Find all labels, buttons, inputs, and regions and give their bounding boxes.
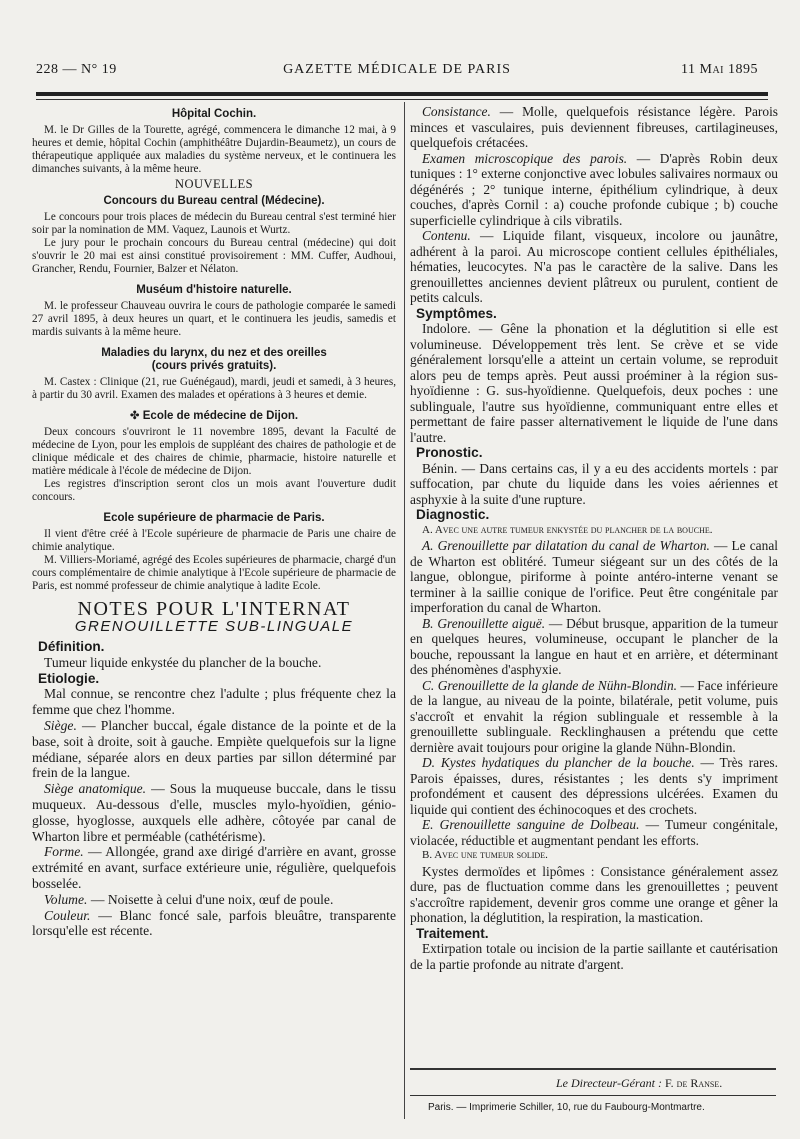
paragraph: Le concours pour trois places de médecin du Bureau central s'est terminé hier soir par la nomination de MM. Vaquez, Launois et Wurtz. [32,211,396,236]
paragraph-d: D. Kystes hydatiques du plancher de la bouche. — Très rares. Parois épaisses, dures, résistantes ; les dents s'y impriment profondément et causent des dépressions ulcérées. Examen du liquide qui contient des échinocoques et des crochets. [410,755,778,817]
subhead-symptomes: Symptômes. [416,305,497,321]
header-rule-thin [36,99,768,100]
paragraph-examen: Examen microscopique des parois. — D'après Robin deux tuniques : 1° externe conjonctive avec lobules salivaires normaux ou dégénérés ; 2° tunique interne, épithélium cylindrique, à deux couches, d'après Cornil : a) couche profonde cubique ; b) couche superficielle cylindrique à cils vibratils. [410,150,778,228]
paragraph: Kystes dermoïdes et lipômes : Consistance généralement assez dure, pas de fluctuation comme dans les grenouillettes ; peuvent s'accroître rapidement, devenir gros comme une orange et gêner la phonation, la déglutition, la respiration, la mastication. [410,863,778,925]
left-column [32,104,396,939]
subhead-traitement: Traitement. [416,925,489,941]
heading-pharmacie: Ecole supérieure de pharmacie de Paris. [103,512,325,524]
page-number: 228 — N° 19 [36,62,117,77]
fleuron-icon: ✤ [129,410,143,422]
paragraph: Deux concours s'ouvriront le 11 novembre 1895, devant la Faculté de médecine de Lyon, pour les emplois de suppléant des chaires de pathologie et de clinique médicale et des chaires de chimie, pharmacie, histoire naturelle et matière médicale à l'école de médecine de Dijon. [32,426,396,477]
footer-rule-bottom [410,1095,776,1096]
printer-line: Paris. — Imprimerie Schiller, 10, rue du Faubourg-Montmartre. [428,1102,705,1113]
paragraph: Il vient d'être créé à l'Ecole supérieure de pharmacie de Paris une chaire de chimie analytique. [32,528,396,553]
notes-body [32,639,396,939]
paragraph: Le jury pour le prochain concours du Bureau central (médecine) qui doit s'ouvrir le 20 mai est ainsi constitué provisoirement : MM. Cuffer, Audhoui, Grancher, Rendu, Fournier, Balzer et Nélaton. [32,237,396,275]
paragraph-b: B. Grenouillette aiguë. — Début brusque, apparition de la tumeur en quelques heures, volumineuse, occupant le plancher de la bouche, repoussant la langue en haut et en arrière, et déterminant des phénomènes d'asphyxie. [410,615,778,677]
right-column [410,104,778,972]
page-header [36,62,758,84]
heading-museum: Muséum d'histoire naturelle. [136,284,292,296]
signature: Le Directeur-Gérant : F. de Ranse. [556,1076,723,1090]
heading-dijon [32,410,396,423]
heading-maladies-sub: (cours privés gratuits). [151,360,277,372]
column-divider [404,102,405,1119]
paragraph: M. Villiers-Moriamé, agrégé des Ecoles supérieures de pharmacie, chargé d'un cours complémentaire de chimie analytique à l'Ecole supérieure de pharmacie de Paris, est nommé professeur de chimie analytique à ladite Ecole. [32,554,396,592]
paragraph: Tumeur liquide enkystée du plancher de la bouche. [44,654,322,670]
paragraph-forme: Forme. — Allongée, grand axe dirigé d'arrière en avant, grosse extrémité en avant, surface extérieure unie, régulière, quelquefois bosselée. [32,844,396,891]
paragraph: M. Castex : Clinique (21, rue Guénégaud), mardi, jeudi et samedi, à 3 heures, à partir du 30 avril. Examen des malades et opérations à 3 heures et demie. [32,376,396,401]
paragraph: Indolore. — Gêne la phonation et la déglutition si elle est volumineuse. Développement très lent. Se crève et se vide généralement lorsqu'elle a atteint un certain volume, se reproduit alors peu de temps après. Peut aussi proéminer à la région sus-hyoïdienne : G. sus-hyoïdienne. Quelquefois, deux poches : une sublinguale, l'autre sus hyoïdienne, communiquant entre elles et permettant de faire passer alternativement le liquide de l'une dans l'autre. [410,321,778,445]
paragraph-consistance: Consistance. — Molle, quelquefois résistance légère. Parois minces et vasculaires, puis deviennent fibreuses, cartilagineuses, quelquefois crétacées. [410,104,778,150]
paragraph-siege: Siège. — Plancher buccal, égale distance de la pointe et de la base, soit à droite, soit à gauche. Empiète quelquefois sur la ligne médiane, séparée alors en deux parties par sillon déterminé par frein de la langue. [32,717,396,781]
journal-title: GAZETTE MÉDICALE DE PARIS [283,62,511,77]
section-nouvelles: NOUVELLES [174,177,254,191]
paragraph: Bénin. — Dans certains cas, il y a eu des accidents mortels : par suffocation, par chute du liquide dans les voies aériennes et asphyxie à la suite d'une rupture. [410,460,778,507]
footer-rule-top [410,1068,776,1070]
paragraph-c: C. Grenouillette de la glande de Nühn-Blondin. — Face inférieure de la langue, au niveau de la pointe, bilatérale, petit volume, puis s'accroît et envahit la région sublinguale et ressemble à la grenouillette sublinguale. Recklinghausen a prétendu que cette dernière avait toujours pour origine la glande Nühn-Blondin. [410,677,778,755]
diagnostic-b: B. Avec une tumeur solide. [422,849,548,861]
heading-hopital-cochin: Hôpital Cochin. [171,108,257,120]
paragraph: Mal connue, se rencontre chez l'adulte ; plus fréquente chez la femme que chez l'homme. [32,686,396,718]
heading-dijon-text: Ecole de médecine de Dijon. [142,410,299,422]
paragraph: Les registres d'inscription seront clos un mois avant l'ouverture dudit concours. [32,478,396,503]
diagnostic-a: A. Avec une autre tumeur enkystée du plancher de la bouche. [422,523,713,536]
paragraph-siege-anatomique: Siège anatomique. — Sous la muqueuse buccale, dans le tissu muqueux. Au-dessous d'elle, muscles mylo-hyoïdien, génio-glosse, hyoglosse, auxquels elle adhère, côtoyée par canal de Wharton libre et perméable (cathétérisme). [32,781,397,844]
paragraph-a: A. Grenouillette par dilatation du canal de Wharton. — Le canal de Wharton est oblitéré. Tumeur siégeant sur un des côtés de la langue, oblongue, piriforme à pointe antéro-interne venant se terminer à la saillie conique de l'orifice. Peut être congénitale par imperforation du canal de Wharton. [410,538,778,615]
notes-title: NOTES POUR L'INTERNAT [77,598,351,620]
heading-concours: Concours du Bureau central (Médecine). [103,195,325,207]
subhead-pronostic: Pronostic. [416,445,483,460]
subhead-diagnostic: Diagnostic. [416,507,490,522]
notes-subtitle: GRENOUILLETTE SUB-LINGUALE [74,618,354,635]
paragraph-couleur: Couleur. — Blanc foncé sale, parfois bleuâtre, transparente lorsqu'elle est récente. [32,907,396,939]
header-rule-thick [36,92,768,96]
paragraph: M. le Dr Gilles de la Tourette, agrégé, commencera le dimanche 12 mai, à 9 heures et demie, hôpital Cochin (amphithéâtre Dujardin-Beaumetz), un cours de thérapeutique appliquée aux maladies du système nerveux, et le continuera les dimanches suivants, à la même heure. [32,124,396,175]
paragraph: Extirpation totale ou incision de la partie saillante et cautérisation de la partie profonde au nitrate d'argent. [410,941,778,972]
subhead-definition: Définition. [38,639,105,654]
subhead-etiologie: Etiologie. [38,670,100,686]
paragraph-contenu: Contenu. — Liquide filant, visqueux, incolore ou jaunâtre, adhérent à la paroi. Au microscope contient cellules épithéliales, hématies, leucocytes. N'a pas le caractère de la salive. Dans les grenouillettes anciennes devient plâtreux ou purulent, contient de petits calculs. [410,228,778,305]
paragraph-e: E. Grenouillette sanguine de Dolbeau. — Tumeur congénitale, violacée, réductible et augmentant pendant les efforts. [410,817,778,848]
paragraph: M. le professeur Chauveau ouvrira le cours de pathologie comparée le samedi 27 avril 1895, à deux heures un quart, et le continuera les jeudis, samedis et mardis suivants à la même heure. [32,300,396,338]
heading-maladies: Maladies du larynx, du nez et des oreilles [101,347,327,359]
paragraph-volume: Volume. — Noisette à celui d'une noix, œuf de poule. [44,891,334,907]
issue-date: 11 Mai 1895 [681,62,758,77]
